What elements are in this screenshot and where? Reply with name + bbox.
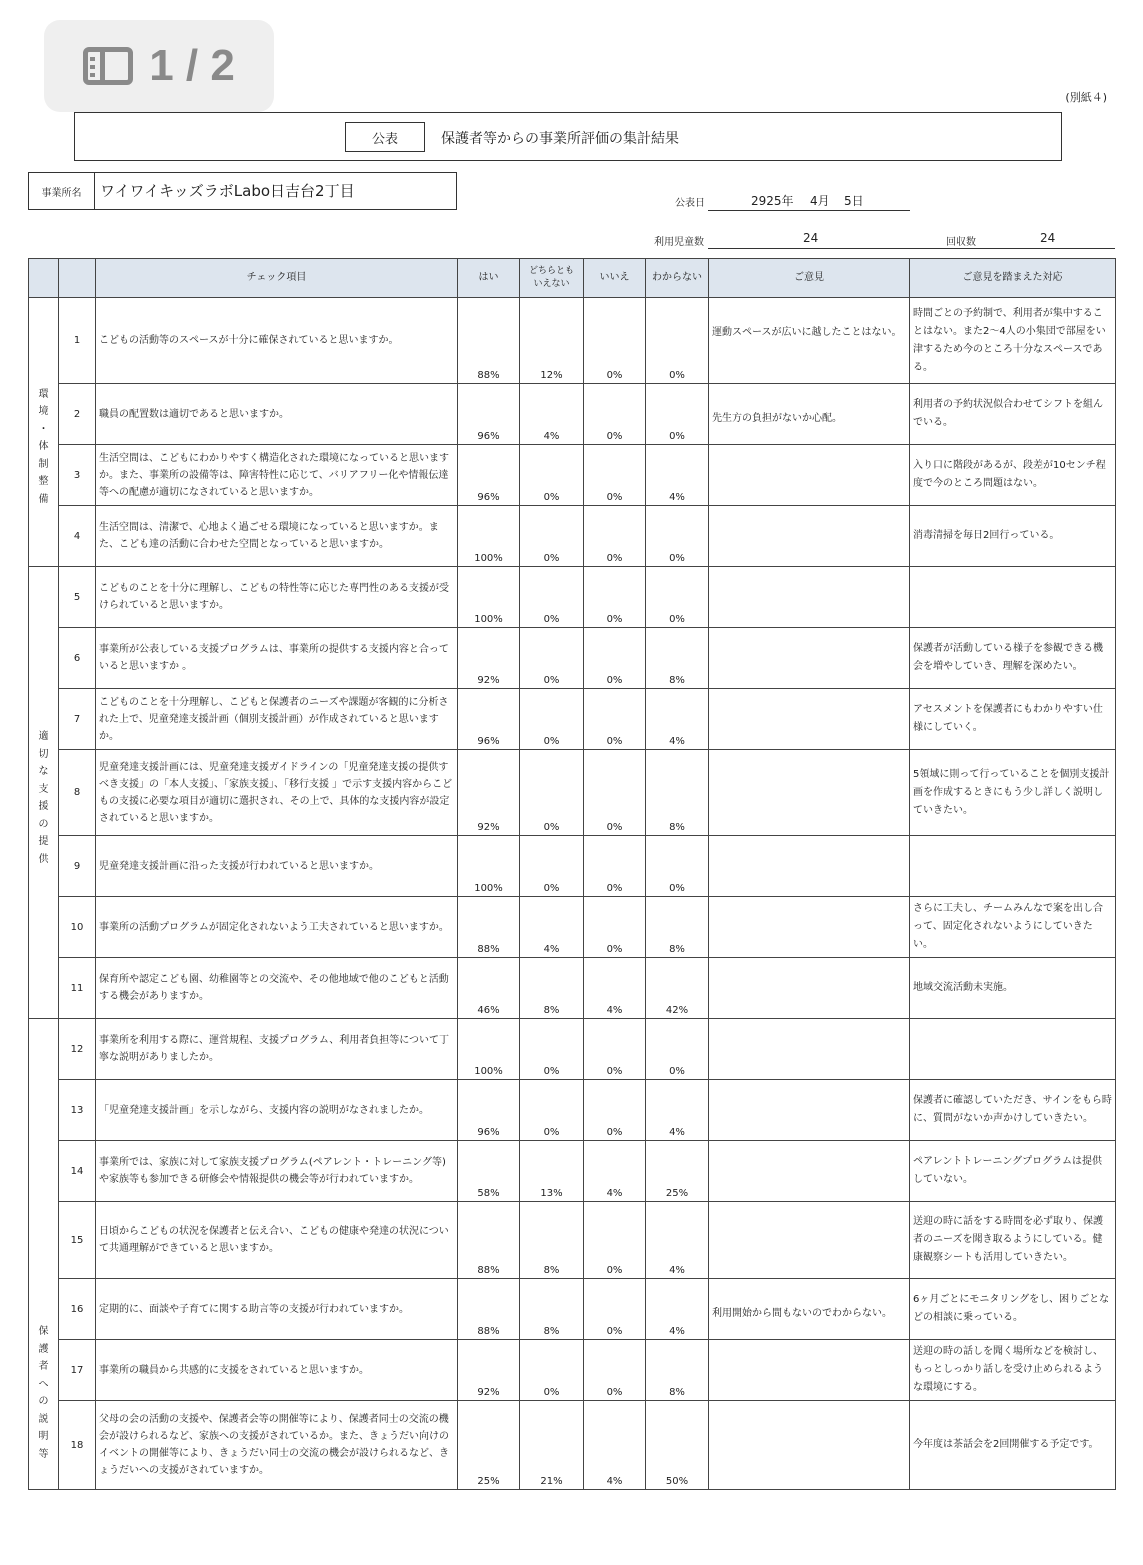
table-row [29,1202,1116,1279]
yes-percent: 88% [458,298,520,384]
yes-percent: 100% [458,836,520,897]
table-row [29,506,1116,567]
opinion-text [709,1401,910,1490]
opinion-text [709,1141,910,1202]
section-char: な [38,766,49,777]
header-yes: はい [458,259,520,298]
table-row [29,836,1116,897]
annex-label: (別紙４) [1065,91,1107,104]
section-char: 者 [38,1361,49,1372]
neither-percent: 0% [520,689,584,750]
neither-percent: 13% [520,1141,584,1202]
unknown-percent: 0% [646,1019,709,1080]
row-number: 9 [59,836,96,897]
table-header-row [29,259,1116,298]
row-number: 1 [59,298,96,384]
section-char: の [38,818,49,830]
unknown-percent: 8% [646,1340,709,1401]
header-neither [520,259,584,298]
section-char: 保 [38,1326,49,1337]
row-number: 15 [59,1202,96,1279]
unknown-percent: 0% [646,298,709,384]
section-char: 制 [38,458,49,470]
check-item: 事業所では、家族に対して家族支援プログラム(ペアレント・トレーニング等)や家族等も参加できる研修会や情報提供の機会等が行われていますか。 [96,1141,458,1202]
response-text: アセスメントを保護者にもわかりやすい仕様にしていく。 [910,689,1116,750]
unknown-percent: 0% [646,836,709,897]
section-char: ・ [38,423,49,435]
no-percent: 0% [584,689,646,750]
section-char: へ [38,1378,49,1390]
no-percent: 0% [584,628,646,689]
check-item: 保育所や認定こども園、幼稚園等との交流や、その他地域で他のこどもと活動する機会がありますか。 [96,958,458,1019]
section-char: 適 [38,731,49,742]
response-text: 地域交流活動未実施。 [910,958,1116,1019]
yes-percent: 46% [458,958,520,1019]
users-count: 24 [803,231,819,245]
evaluation-table [28,258,1116,1490]
response-text: 送迎の時の話しを聞く場所などを検討し、もっとしっかり話しを受け止められるような環境にする。 [910,1340,1116,1401]
no-percent: 4% [584,958,646,1019]
check-item: こどものことを十分理解し、こどもと保護者のニーズや課題が客観的に分析された上で、児童発達支援計画（個別支援計画）が作成されていると思いますか。 [96,689,458,750]
opinion-text [709,689,910,750]
header-unknown: わからない [646,259,709,298]
section-char: 備 [38,493,49,505]
no-percent: 0% [584,1080,646,1141]
check-item: 生活空間は、こどもにわかりやすく構造化された環境になっていると思いますか。また、事業所の設備等は、障害特性に応じて、バリアフリー化や情報伝達等への配慮が適切になされていると思いますか。 [96,445,458,506]
yes-percent: 92% [458,750,520,836]
opinion-text [709,1202,910,1279]
response-text: ペアレントトレーニングプログラムは提供していない。 [910,1141,1116,1202]
response-text: 6ヶ月ごとにモニタリングをし、困りごとなどの相談に乗っている。 [910,1279,1116,1340]
unknown-percent: 8% [646,897,709,958]
unknown-percent: 50% [646,1401,709,1490]
yes-percent: 58% [458,1141,520,1202]
response-text: 利用者の予約状況似合わせてシフトを組んでいる。 [910,384,1116,445]
check-item: 父母の会の活動の支援や、保護者会等の開催等により、保護者同士の交流の機会が設けられるなど、家族への支援がされているか。また、きょうだい向けのイベントの開催等により、きょうだい同士の交流の機会が設けられるなど、きょうだいへの支援がされていますか。 [96,1401,458,1490]
unknown-percent: 0% [646,384,709,445]
response-text: 消毒清掃を毎日2回行っている。 [910,506,1116,567]
neither-percent: 0% [520,1019,584,1080]
row-number: 5 [59,567,96,628]
response-text [910,836,1116,897]
table-row [29,298,1116,384]
response-text: 保護者に確認していただき、サインをもら時に、質問がないか声かけしていきたい。 [910,1080,1116,1141]
neither-percent: 21% [520,1401,584,1490]
response-text: 5領域に則って行っていることを個別支援計画を作成するときにもう少し詳しく説明していきたい。 [910,750,1116,836]
opinion-text [709,750,910,836]
section-char: 環 [38,388,49,400]
section-char: 援 [38,801,49,812]
no-percent: 0% [584,298,646,384]
yes-percent: 88% [458,1279,520,1340]
no-percent: 4% [584,1401,646,1490]
no-percent: 0% [584,506,646,567]
header-check-item: チェック項目 [96,259,458,298]
neither-percent: 12% [520,298,584,384]
opinion-text: 利用開始から間もないのでわからない。 [709,1279,910,1340]
row-number: 16 [59,1279,96,1340]
opinion-text [709,628,910,689]
section-label [29,567,59,1019]
no-percent: 0% [584,1279,646,1340]
response-text: 今年度は茶話会を2回開催する予定です。 [910,1401,1116,1490]
opinion-text [709,958,910,1019]
yes-percent: 96% [458,445,520,506]
opinion-text: 運動スペースが広いに越したことはない。 [709,298,910,384]
check-item: 児童発達支援計画には、児童発達支援ガイドラインの「児童発達支援の提供すべき支援」の「本人支援」、「家族支援」、「移行支援 」で示す支援内容からこどもの支援に必要な項目が適切に選択され、その上で、具体的な支援内容が設定されていると思いますか。 [96,750,458,836]
table-row [29,750,1116,836]
response-text: さらに工夫し、チームみんなで案を出し合って、固定化されないようにしていきたい。 [910,897,1116,958]
publish-month: 4月 [810,194,830,208]
unknown-percent: 4% [646,445,709,506]
unknown-percent: 4% [646,689,709,750]
section-char: 切 [38,748,49,760]
neither-percent: 0% [520,567,584,628]
no-percent: 4% [584,1141,646,1202]
neither-percent: 0% [520,506,584,567]
document-title: 保護者等からの事業所評価の集計結果 [441,131,679,147]
opinion-text [709,445,910,506]
opinion-text [709,1019,910,1080]
neither-percent: 0% [520,445,584,506]
neither-percent: 0% [520,750,584,836]
section-char: 体 [38,441,49,452]
no-percent: 0% [584,384,646,445]
check-item: 事業所の活動プログラムが固定化されないよう工夫されていると思いますか。 [96,897,458,958]
section-char: 等 [38,1448,49,1460]
neither-percent: 0% [520,628,584,689]
row-number: 11 [59,958,96,1019]
row-number: 7 [59,689,96,750]
header-section [29,259,59,298]
check-item: 日頃からこどもの状況を保護者と伝え合い、こどもの健康や発達の状況について共通理解ができていると思いますか。 [96,1202,458,1279]
opinion-text [709,836,910,897]
row-number: 6 [59,628,96,689]
collected-count: 24 [1040,231,1056,245]
response-text: 入り口に階段があるが、段差が10センチ程度で今のところ問題はない。 [910,445,1116,506]
section-char: の [38,1396,49,1407]
check-item: 生活空間は、清潔で、心地よく過ごせる環境になっていると思いますか。また、こども達の活動に合わせた空間となっていると思いますか。 [96,506,458,567]
unknown-percent: 0% [646,506,709,567]
opinion-text [709,1340,910,1401]
header-number [59,259,96,298]
table-row [29,1080,1116,1141]
table-row [29,1401,1116,1490]
yes-percent: 25% [458,1401,520,1490]
table-row [29,1141,1116,1202]
no-percent: 0% [584,567,646,628]
users-label: 利用児童数 [654,237,704,248]
office-label: 事業所名 [28,172,94,210]
row-number: 3 [59,445,96,506]
no-percent: 0% [584,836,646,897]
opinion-text [709,567,910,628]
publish-date-label: 公表日 [675,198,705,209]
table-row [29,1340,1116,1401]
neither-percent: 8% [520,1202,584,1279]
section-char: 整 [38,476,49,487]
collected-underline [910,248,1115,249]
row-number: 2 [59,384,96,445]
check-item: 事業所が公表している支援プログラムは、事業所の提供する支援内容と合っていると思いますか 。 [96,628,458,689]
yes-percent: 92% [458,1340,520,1401]
header-no: いいえ [584,259,646,298]
header-response: ご意見を踏まえた対応 [910,259,1116,298]
collected-label: 回収数 [946,237,976,248]
section-char: 提 [38,836,49,847]
yes-percent: 96% [458,1080,520,1141]
no-percent: 0% [584,897,646,958]
neither-percent: 8% [520,958,584,1019]
public-label: 公表 [345,122,425,152]
row-number: 4 [59,506,96,567]
unknown-percent: 4% [646,1080,709,1141]
row-number: 17 [59,1340,96,1401]
table-row [29,445,1116,506]
section-char: 供 [38,853,49,865]
row-number: 18 [59,1401,96,1490]
section-char: 護 [38,1343,49,1355]
table-row [29,567,1116,628]
neither-percent: 0% [520,1340,584,1401]
neither-percent: 8% [520,1279,584,1340]
row-number: 12 [59,1019,96,1080]
no-percent: 0% [584,1202,646,1279]
neither-percent: 4% [520,384,584,445]
table-row [29,628,1116,689]
table-row [29,958,1116,1019]
no-percent: 0% [584,445,646,506]
unknown-percent: 8% [646,628,709,689]
table-row [29,689,1116,750]
page-view-icon [83,47,133,85]
publish-date-underline [708,210,910,211]
row-number: 13 [59,1080,96,1141]
check-item: 定期的に、面談や子育てに関する助言等の支援が行われていますか。 [96,1279,458,1340]
no-percent: 0% [584,1019,646,1080]
table-row [29,1279,1116,1340]
response-text [910,567,1116,628]
unknown-percent: 0% [646,567,709,628]
check-item: 事業所の職員から共感的に支援をされていると思いますか。 [96,1340,458,1401]
unknown-percent: 4% [646,1279,709,1340]
row-number: 10 [59,897,96,958]
page-number: 1 / 2 [149,41,235,90]
response-text: 送迎の時に話をする時間を必ず取り、保護者のニーズを聞き取るようにしている。健康観察シートも活用していきたい。 [910,1202,1116,1279]
section-char: 明 [38,1431,49,1442]
unknown-percent: 8% [646,750,709,836]
publish-day: 5日 [844,194,864,208]
neither-percent: 4% [520,897,584,958]
check-item: 「児童発達支援計画」を示しながら、支援内容の説明がなされましたか。 [96,1080,458,1141]
office-name: ワイワイキッズラボLabo日吉台2丁目 [94,172,457,210]
opinion-text [709,506,910,567]
opinion-text [709,1080,910,1141]
section-char: 境 [38,406,49,417]
no-percent: 0% [584,1340,646,1401]
section-label [29,1019,59,1490]
row-number: 14 [59,1141,96,1202]
yes-percent: 100% [458,506,520,567]
yes-percent: 88% [458,1202,520,1279]
opinion-text [709,897,910,958]
check-item: こどもの活動等のスペースが十分に確保されていると思いますか。 [96,298,458,384]
header-opinion: ご意見 [709,259,910,298]
response-text: 保護者が活動している様子を参観できる機会を増やしていき、理解を深めたい。 [910,628,1116,689]
yes-percent: 96% [458,689,520,750]
yes-percent: 88% [458,897,520,958]
check-item: 職員の配置数は適切であると思いますか。 [96,384,458,445]
row-number: 8 [59,750,96,836]
opinion-text: 先生方の負担がないか心配。 [709,384,910,445]
check-item: こどものことを十分に理解し、こどもの特性等に応じた専門性のある支援が受けられていると思いますか。 [96,567,458,628]
neither-percent: 0% [520,1080,584,1141]
section-char: 支 [38,783,49,795]
yes-percent: 100% [458,1019,520,1080]
section-char: 説 [38,1413,49,1425]
yes-percent: 100% [458,567,520,628]
header-neither-text: どちらとも いえない [528,266,574,289]
users-underline [708,248,910,249]
response-text: 時間ごとの予約制で、利用者が集中することはない。また2～4人の小集団で部屋をい津するため今のところ十分なスペースである。 [910,298,1116,384]
yes-percent: 96% [458,384,520,445]
page-indicator[interactable] [44,20,274,112]
unknown-percent: 42% [646,958,709,1019]
check-item: 事業所を利用する際に、運営規程、支援プログラム、利用者負担等について丁寧な説明がありましたか。 [96,1019,458,1080]
table-row [29,1019,1116,1080]
response-text [910,1019,1116,1080]
publish-year: 2925年 [751,194,794,208]
table-row [29,897,1116,958]
unknown-percent: 4% [646,1202,709,1279]
check-item: 児童発達支援計画に沿った支援が行われていると思いますか。 [96,836,458,897]
section-label [29,298,59,567]
table-row [29,384,1116,445]
unknown-percent: 25% [646,1141,709,1202]
yes-percent: 92% [458,628,520,689]
no-percent: 0% [584,750,646,836]
neither-percent: 0% [520,836,584,897]
